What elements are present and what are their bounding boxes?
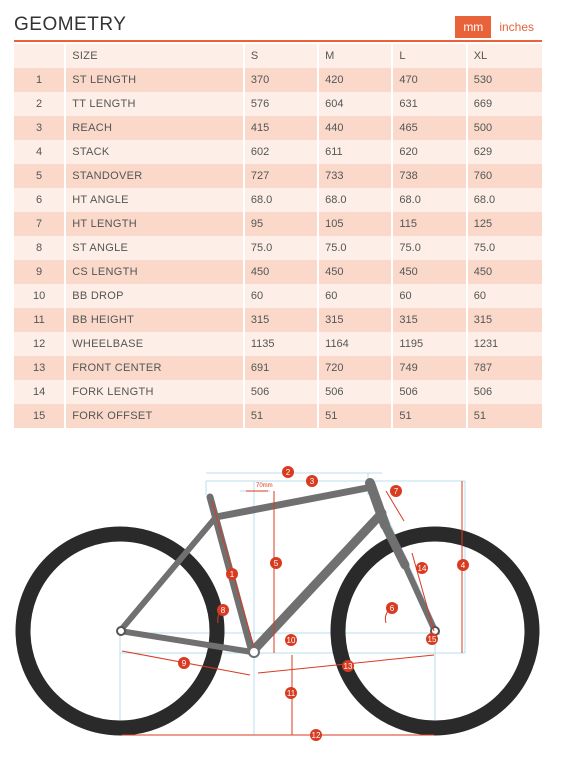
- value-size-s: 450: [245, 260, 319, 284]
- value-size-xl: 506: [468, 380, 542, 404]
- value-size-xl: 60: [468, 284, 542, 308]
- measurement-marker: [416, 562, 428, 574]
- marker-number: 2: [285, 468, 291, 477]
- row-index: 13: [14, 356, 66, 380]
- measurement-marker: [310, 729, 322, 741]
- measurement-marker: [285, 634, 297, 646]
- unit-toggle: [455, 16, 542, 38]
- table-row: [14, 356, 542, 380]
- row-index: 12: [14, 332, 66, 356]
- row-index: 14: [14, 380, 66, 404]
- measurement-marker: [457, 559, 469, 571]
- value-size-l: 60: [393, 284, 467, 308]
- column-header-xl: XL: [468, 44, 542, 68]
- measurement-marker: [386, 602, 398, 614]
- bike-geometry-diagram: [0, 455, 564, 755]
- value-size-xl: 530: [468, 68, 542, 92]
- measurement-name: WHEELBASE: [66, 332, 245, 356]
- value-size-l: 631: [393, 92, 467, 116]
- table-row: [14, 164, 542, 188]
- value-size-s: 691: [245, 356, 319, 380]
- value-size-l: 315: [393, 308, 467, 332]
- measurement-marker: [306, 475, 318, 487]
- row-index: 2: [14, 92, 66, 116]
- bottom-bracket: [249, 647, 259, 657]
- value-size-l: 465: [393, 116, 467, 140]
- measurement-marker: [217, 604, 229, 616]
- value-size-m: 60: [319, 284, 393, 308]
- column-header-index: [14, 44, 66, 68]
- row-index: 15: [14, 404, 66, 428]
- table-row: [14, 140, 542, 164]
- measurement-name: TT LENGTH: [66, 92, 245, 116]
- measurement-name: STANDOVER: [66, 164, 245, 188]
- marker-number: 8: [220, 606, 226, 615]
- unit-mm-button[interactable]: mm: [455, 16, 491, 38]
- table-row: [14, 332, 542, 356]
- value-size-xl: 629: [468, 140, 542, 164]
- value-size-s: 60: [245, 284, 319, 308]
- value-size-s: 95: [245, 212, 319, 236]
- value-size-l: 738: [393, 164, 467, 188]
- value-size-l: 620: [393, 140, 467, 164]
- measurement-name: FORK OFFSET: [66, 404, 245, 428]
- value-size-m: 75.0: [319, 236, 393, 260]
- row-index: 9: [14, 260, 66, 284]
- marker-number: 13: [343, 662, 353, 671]
- measurement-marker: [285, 687, 297, 699]
- measurement-name: CS LENGTH: [66, 260, 245, 284]
- value-size-m: 51: [319, 404, 393, 428]
- column-header-m: M: [319, 44, 393, 68]
- table-row: [14, 92, 542, 116]
- row-index: 4: [14, 140, 66, 164]
- measurement-marker: [270, 557, 282, 569]
- value-size-s: 1135: [245, 332, 319, 356]
- row-index: 10: [14, 284, 66, 308]
- column-header-l: L: [393, 44, 467, 68]
- marker-number: 11: [286, 689, 296, 698]
- fork-offset-dimension-label: 70mm: [256, 483, 273, 489]
- value-size-l: 68.0: [393, 188, 467, 212]
- value-size-l: 506: [393, 380, 467, 404]
- value-size-s: 75.0: [245, 236, 319, 260]
- row-index: 1: [14, 68, 66, 92]
- table-row: [14, 308, 542, 332]
- value-size-s: 576: [245, 92, 319, 116]
- row-index: 3: [14, 116, 66, 140]
- value-size-m: 720: [319, 356, 393, 380]
- marker-number: 12: [311, 731, 321, 740]
- table-row: [14, 116, 542, 140]
- value-size-s: 370: [245, 68, 319, 92]
- measurement-name: ST ANGLE: [66, 236, 245, 260]
- row-index: 8: [14, 236, 66, 260]
- measurement-name: BB DROP: [66, 284, 245, 308]
- row-index: 6: [14, 188, 66, 212]
- measurement-marker: [178, 657, 190, 669]
- value-size-m: 315: [319, 308, 393, 332]
- column-header-size: SIZE: [66, 44, 245, 68]
- measurement-marker: [390, 485, 402, 497]
- marker-number: 6: [389, 604, 395, 613]
- value-size-m: 68.0: [319, 188, 393, 212]
- measurement-name: HT LENGTH: [66, 212, 245, 236]
- value-size-xl: 1231: [468, 332, 542, 356]
- value-size-l: 115: [393, 212, 467, 236]
- value-size-m: 506: [319, 380, 393, 404]
- table-header-row: [14, 44, 542, 68]
- marker-number: 5: [273, 559, 279, 568]
- row-index: 11: [14, 308, 66, 332]
- value-size-s: 602: [245, 140, 319, 164]
- value-size-s: 51: [245, 404, 319, 428]
- marker-number: 15: [427, 635, 437, 644]
- table-row: [14, 236, 542, 260]
- value-size-m: 420: [319, 68, 393, 92]
- value-size-s: 68.0: [245, 188, 319, 212]
- measurement-marker: [226, 568, 238, 580]
- marker-number: 3: [309, 477, 315, 486]
- table-row: [14, 284, 542, 308]
- measurement-name: ST LENGTH: [66, 68, 245, 92]
- table-row: [14, 188, 542, 212]
- value-size-xl: 500: [468, 116, 542, 140]
- measurement-marker: [342, 660, 354, 672]
- measurement-name: FRONT CENTER: [66, 356, 245, 380]
- row-index: 7: [14, 212, 66, 236]
- unit-inches-button[interactable]: inches: [491, 16, 542, 38]
- measurement-marker: [426, 633, 438, 645]
- column-header-s: S: [245, 44, 319, 68]
- marker-number: 9: [181, 659, 187, 668]
- geometry-header: [14, 12, 542, 42]
- measurement-marker: [282, 466, 294, 478]
- marker-number: 4: [460, 561, 466, 570]
- value-size-s: 315: [245, 308, 319, 332]
- value-size-l: 75.0: [393, 236, 467, 260]
- marker-number: 7: [393, 487, 399, 496]
- value-size-xl: 315: [468, 308, 542, 332]
- measurement-name: HT ANGLE: [66, 188, 245, 212]
- table-row: [14, 404, 542, 428]
- value-size-xl: 450: [468, 260, 542, 284]
- value-size-m: 440: [319, 116, 393, 140]
- value-size-xl: 760: [468, 164, 542, 188]
- value-size-s: 506: [245, 380, 319, 404]
- value-size-m: 1164: [319, 332, 393, 356]
- value-size-xl: 125: [468, 212, 542, 236]
- value-size-s: 727: [245, 164, 319, 188]
- value-size-m: 611: [319, 140, 393, 164]
- value-size-xl: 68.0: [468, 188, 542, 212]
- value-size-l: 1195: [393, 332, 467, 356]
- value-size-l: 51: [393, 404, 467, 428]
- value-size-s: 415: [245, 116, 319, 140]
- value-size-l: 470: [393, 68, 467, 92]
- value-size-xl: 787: [468, 356, 542, 380]
- value-size-m: 733: [319, 164, 393, 188]
- value-size-m: 105: [319, 212, 393, 236]
- table-row: [14, 68, 542, 92]
- table-row: [14, 380, 542, 404]
- value-size-m: 604: [319, 92, 393, 116]
- marker-number: 14: [417, 564, 427, 573]
- value-size-l: 450: [393, 260, 467, 284]
- table-row: [14, 260, 542, 284]
- value-size-l: 749: [393, 356, 467, 380]
- value-size-xl: 669: [468, 92, 542, 116]
- table-row: [14, 212, 542, 236]
- value-size-xl: 51: [468, 404, 542, 428]
- marker-number: 10: [286, 636, 296, 645]
- measurement-name: FORK LENGTH: [66, 380, 245, 404]
- measurement-name: STACK: [66, 140, 245, 164]
- rear-axle: [117, 627, 125, 635]
- row-index: 5: [14, 164, 66, 188]
- geometry-table: [14, 44, 542, 428]
- value-size-m: 450: [319, 260, 393, 284]
- measurement-name: REACH: [66, 116, 245, 140]
- marker-number: 1: [229, 570, 235, 579]
- value-size-xl: 75.0: [468, 236, 542, 260]
- measurement-name: BB HEIGHT: [66, 308, 245, 332]
- page-title: GEOMETRY: [14, 14, 127, 35]
